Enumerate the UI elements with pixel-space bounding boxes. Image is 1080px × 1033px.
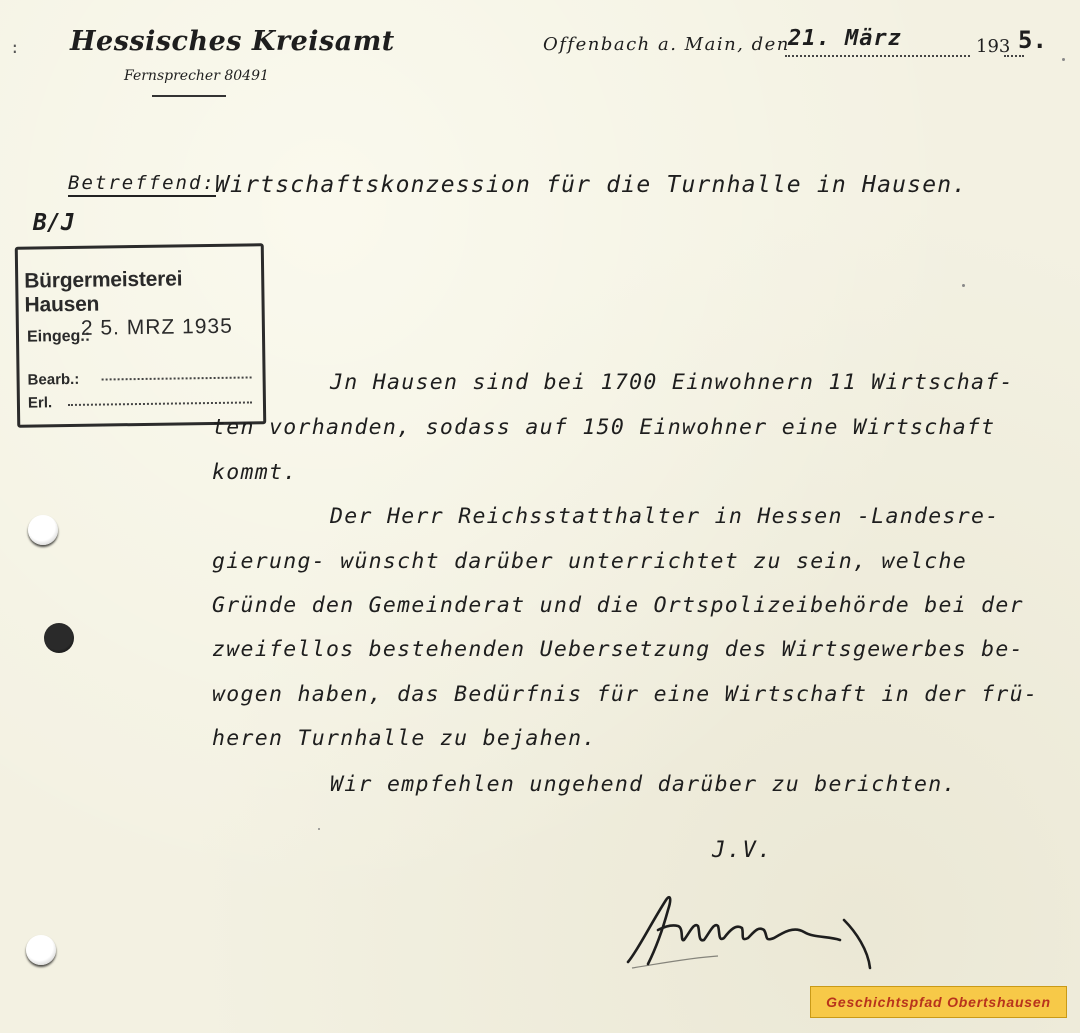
body-line: zweifellos bestehenden Uebersetzung des Wirtsgewerbes be- <box>212 637 1024 662</box>
body-line: heren Turnhalle zu bejahen. <box>212 726 597 751</box>
letterhead-phone: Fernsprecher 80491 <box>124 68 269 84</box>
dateline-year-prefix: 193 <box>976 36 1011 57</box>
margin-mark: : <box>10 38 20 57</box>
received-stamp <box>15 243 267 427</box>
dateline-date: 21. März <box>788 26 902 51</box>
punch-hole <box>44 623 74 653</box>
stamp-eingang-date: 2 5. MRZ 1935 <box>80 314 233 340</box>
signature-graphic <box>618 880 888 990</box>
letterhead-office: Hessisches Kreisamt <box>70 26 395 57</box>
stamp-eingang-label: Eingeg.: <box>26 327 91 346</box>
letterhead-rule <box>152 95 226 97</box>
paper-speck <box>962 284 965 287</box>
body-line: kommt. <box>212 460 298 485</box>
body-line: ten vorhanden, sodass auf 150 Einwohner eine Wirtschaft <box>212 415 996 440</box>
body-line: Wir empfehlen ungehend darüber zu berichten. <box>330 772 957 797</box>
stamp-erledigt-line <box>68 401 252 406</box>
paper-speck <box>318 828 320 830</box>
body-line: gierung- wünscht darüber unterrichtet zu sein, welche <box>212 549 967 574</box>
dateline-year-digit: 5. <box>1018 26 1047 54</box>
stamp-bearbeitet-label: Bearb.: <box>27 370 80 389</box>
stamp-title: Bürgermeisterei Hausen <box>24 267 183 317</box>
body-line: Jn Hausen sind bei 1700 Einwohnern 11 Wirtschaf- <box>330 370 1014 395</box>
body-line: wogen haben, das Bedürfnis für eine Wirtschaft in der frü- <box>212 682 1039 707</box>
watermark-badge: Geschichtspfad Obertshausen <box>810 986 1067 1018</box>
punch-hole <box>26 935 56 965</box>
body-line: Gründe den Gemeinderat und die Ortspolizeibehörde bei der <box>212 593 1024 618</box>
stamp-bearbeitet-line <box>102 376 252 380</box>
reference-code: B/J <box>33 210 75 236</box>
dateline-year-rule <box>1004 55 1024 57</box>
body-line: Der Herr Reichsstatthalter in Hessen -Landesre- <box>330 504 1000 529</box>
dateline-dotted-rule <box>785 55 970 57</box>
subject-label: Betreffend: <box>68 172 216 197</box>
dateline-place: Offenbach a. Main, den <box>543 34 790 55</box>
subject-text: Wirtschaftskonzession für die Turnhalle in Hausen. <box>215 172 968 198</box>
stamp-erledigt-label: Erl. <box>27 394 53 412</box>
closing-iv: J.V. <box>712 838 773 863</box>
punch-hole <box>28 515 58 545</box>
paper-speck <box>1062 58 1065 61</box>
